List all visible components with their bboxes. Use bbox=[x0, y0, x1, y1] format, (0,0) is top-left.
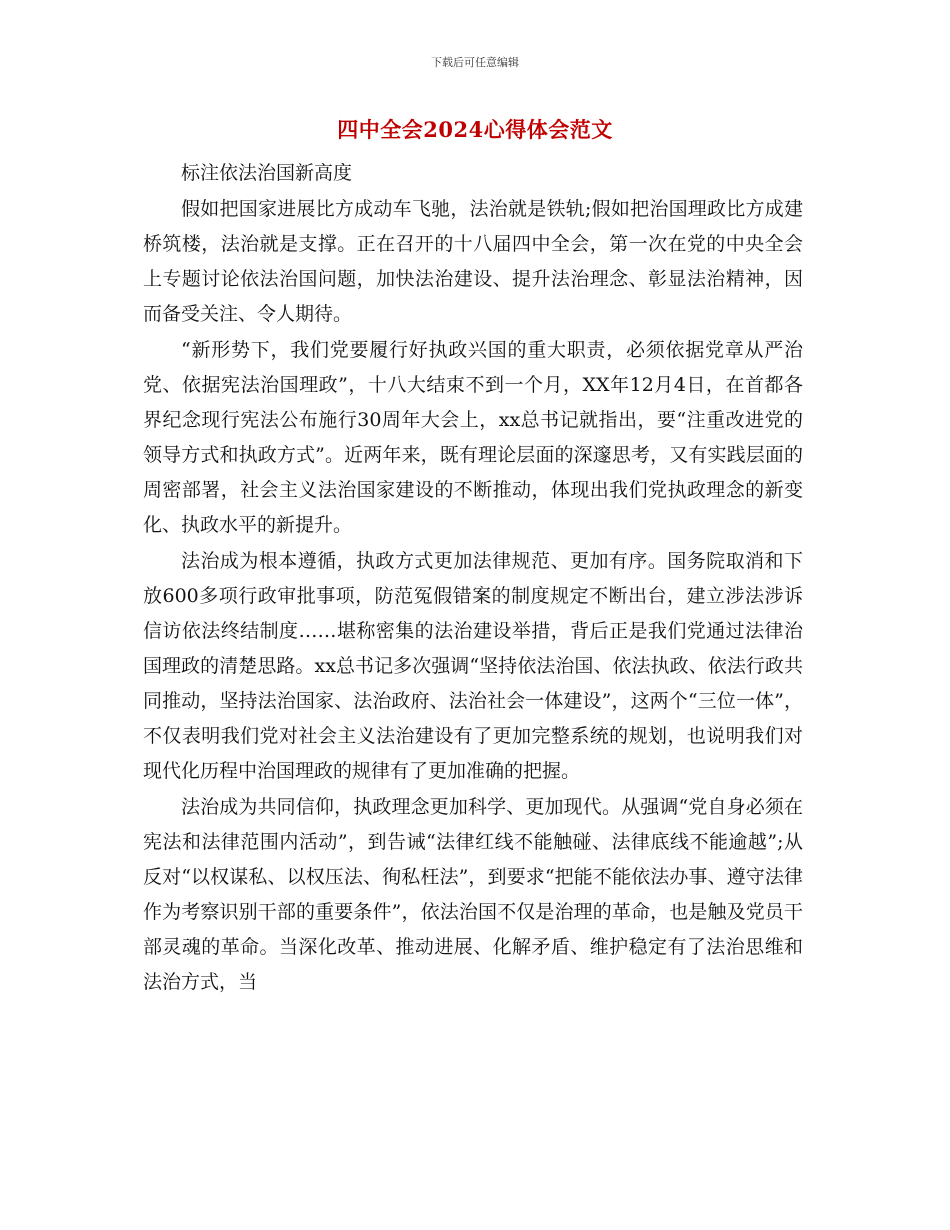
paragraph: 法治成为共同信仰，执政理念更加科学、更加现代。从强调“党自身必须在宪法和法律范围内活动”，到告诫“法律红线不能触碰、法律底线不能逾越”;从反对“以权谋私、以权压法、徇私枉法”，到要求“把能不能依法办事、遵守法律作为考察识别干部的重要条件”，依法治国不仅是治理的革命，也是触及党员干部灵魂的革命。当深化改革、推动进展、化解矛盾、维护稳定有了法治思维和法治方式，当 bbox=[143, 796, 803, 993]
paragraph: 法治成为根本遵循，执政方式更加法律规范、更加有序。国务院取消和下放600多项行政审批事项，防范冤假错案的制度规定不断出台，建立涉法涉诉信访依法终结制度……堪称密集的法治建设举措，背后正是我们党通过法律治国理政的清楚思路。xx总书记多次强调“坚持依法治国、依法执政、依法行政共同推动，坚持法治国家、法治政府、法治社会一体建设”，这两个“三位一体”，不仅表明我们党对社会主义法治建设有了更加完整系统的规划，也说明我们对现代化历程中治国理政的规律有了更加准确的把握。 bbox=[143, 550, 803, 782]
document-subtitle: 标注依法治国新高度 bbox=[181, 162, 353, 184]
document-title: 四中全会2024心得体会范文 bbox=[337, 117, 613, 142]
page-header-note: 下载后可任意编辑 bbox=[431, 56, 519, 69]
paragraph: “新形势下，我们党要履行好执政兴国的重大职责，必须依据党章从严治党、依据宪法治国理政”，十八大结束不到一个月，XX年12月4日，在首都各界纪念现行宪法公布施行30周年大会上，xx总书记就指出，要“注重改进党的领导方式和执政方式”。近两年来，既有理论层面的深邃思考，又有实践层面的周密部署，社会主义法治国家建设的不断推动，体现出我们党执政理念的新变化、执政水平的新提升。 bbox=[143, 339, 803, 536]
paragraph: 假如把国家进展比方成动车飞驰，法治就是铁轨;假如把治国理政比方成建桥筑楼，法治就是支撑。正在召开的十八届四中全会，第一次在党的中央全会上专题讨论依法治国问题，加快法治建设、提升法治理念、彰显法治精神，因而备受关注、令人期待。 bbox=[143, 198, 803, 325]
document-body bbox=[143, 156, 803, 1000]
